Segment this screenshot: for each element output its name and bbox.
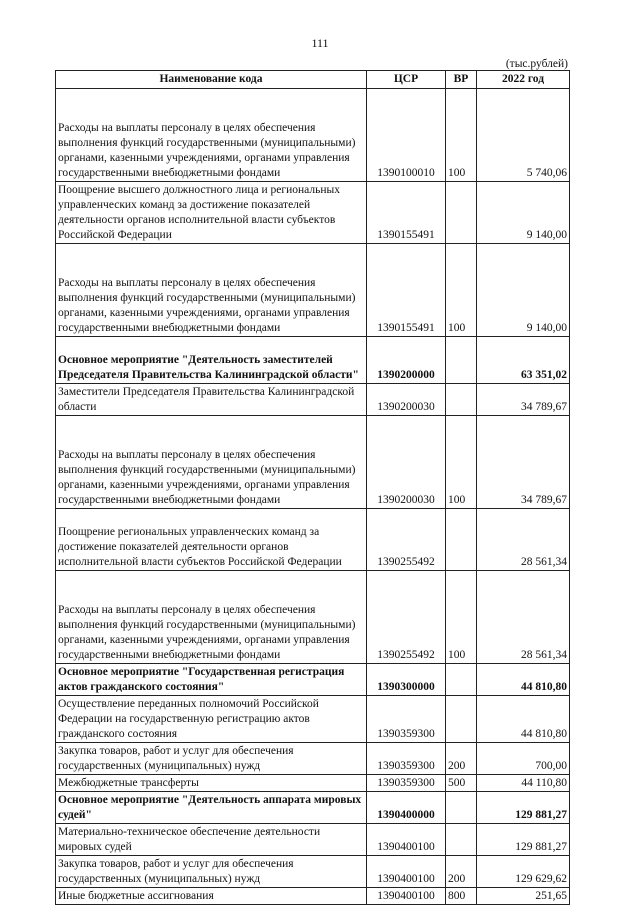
page-number: 111 <box>311 36 329 50</box>
row-vr: 800 <box>446 888 477 905</box>
table-row <box>56 856 570 888</box>
row-sum: 129 881,27 <box>477 792 570 824</box>
table-row <box>56 89 570 182</box>
row-csr: 1390200030 <box>367 384 446 416</box>
table-row <box>56 888 570 905</box>
table-row <box>56 571 570 664</box>
row-vr: 200 <box>446 856 477 888</box>
row-csr: 1390155491 <box>367 244 446 337</box>
row-vr <box>446 182 477 244</box>
row-csr: 1390359300 <box>367 775 446 792</box>
row-name: Иные бюджетные ассигнования <box>56 888 367 905</box>
row-csr: 1390400100 <box>367 824 446 856</box>
row-sum: 34 789,67 <box>477 384 570 416</box>
row-csr: 1390400100 <box>367 888 446 905</box>
row-vr <box>446 664 477 696</box>
row-sum: 63 351,02 <box>477 337 570 384</box>
row-name: Осуществление переданных полномочий Российской Федерации на государственную регистрацию актов гражданского состояния <box>56 696 367 743</box>
row-csr: 1390100010 <box>367 89 446 182</box>
row-csr: 1390200030 <box>367 416 446 509</box>
row-csr: 1390155491 <box>367 182 446 244</box>
row-name: Межбюджетные трансферты <box>56 775 367 792</box>
row-name: Материально-техническое обеспечение деятельности мировых судей <box>56 824 367 856</box>
header-vr: ВР <box>446 71 477 89</box>
row-sum: 129 881,27 <box>477 824 570 856</box>
row-vr: 200 <box>446 743 477 775</box>
row-sum: 44 110,80 <box>477 775 570 792</box>
header-csr: ЦСР <box>367 71 446 89</box>
row-name: Закупка товаров, работ и услуг для обеспечения государственных (муниципальных) нужд <box>56 856 367 888</box>
header-name: Наименование кода <box>56 71 367 89</box>
table-row <box>56 824 570 856</box>
row-sum: 251,65 <box>477 888 570 905</box>
table-row <box>56 384 570 416</box>
row-vr <box>446 696 477 743</box>
row-name: Поощрение региональных управленческих команд за достижение показателей деятельности органов исполнительной власти субъектов Российской Федерации <box>56 509 367 571</box>
row-csr: 1390255492 <box>367 571 446 664</box>
row-sum: 5 740,06 <box>477 89 570 182</box>
row-csr: 1390400100 <box>367 856 446 888</box>
row-name: Основное мероприятие "Деятельность заместителей Председателя Правительства Калининградской области" <box>56 337 367 384</box>
header-year: 2022 год <box>477 71 570 89</box>
table-row <box>56 337 570 384</box>
budget-table <box>55 70 570 905</box>
row-name: Заместители Председателя Правительства Калининградской области <box>56 384 367 416</box>
row-csr: 1390359300 <box>367 696 446 743</box>
table-row <box>56 182 570 244</box>
row-csr: 1390200000 <box>367 337 446 384</box>
table-row <box>56 775 570 792</box>
row-name: Поощрение высшего должностного лица и региональных управленческих команд за достижение показателей деятельности органов исполнительной власти субъектов Российской Федерации <box>56 182 367 244</box>
row-name: Закупка товаров, работ и услуг для обеспечения государственных (муниципальных) нужд <box>56 743 367 775</box>
row-name: Расходы на выплаты персоналу в целях обеспечения выполнения функций государственными (муниципальными) органами, казенными учреждениями, органами управления государственными внебюджетными фондами <box>56 89 367 182</box>
row-vr: 100 <box>446 89 477 182</box>
table-row <box>56 792 570 824</box>
row-sum: 28 561,34 <box>477 509 570 571</box>
table-row <box>56 509 570 571</box>
units-note: (тыс.рублей) <box>505 58 568 70</box>
row-vr: 500 <box>446 775 477 792</box>
table-body <box>56 89 570 905</box>
row-sum: 28 561,34 <box>477 571 570 664</box>
row-sum: 700,00 <box>477 743 570 775</box>
row-sum: 9 140,00 <box>477 182 570 244</box>
row-csr: 1390300000 <box>367 664 446 696</box>
row-name: Расходы на выплаты персоналу в целях обеспечения выполнения функций государственными (муниципальными) органами, казенными учреждениями, органами управления государственными внебюджетными фондами <box>56 416 367 509</box>
row-csr: 1390255492 <box>367 509 446 571</box>
row-vr <box>446 337 477 384</box>
row-csr: 1390359300 <box>367 743 446 775</box>
row-sum: 44 810,80 <box>477 696 570 743</box>
table-row <box>56 743 570 775</box>
row-vr: 100 <box>446 244 477 337</box>
row-vr <box>446 384 477 416</box>
table-row <box>56 664 570 696</box>
row-sum: 129 629,62 <box>477 856 570 888</box>
row-sum: 9 140,00 <box>477 244 570 337</box>
row-vr <box>446 824 477 856</box>
row-vr <box>446 792 477 824</box>
row-vr <box>446 509 477 571</box>
table-row <box>56 244 570 337</box>
table-row <box>56 416 570 509</box>
row-name: Расходы на выплаты персоналу в целях обеспечения выполнения функций государственными (муниципальными) органами, казенными учреждениями, органами управления государственными внебюджетными фондами <box>56 571 367 664</box>
row-vr: 100 <box>446 416 477 509</box>
table-row <box>56 696 570 743</box>
row-vr: 100 <box>446 571 477 664</box>
row-csr: 1390400000 <box>367 792 446 824</box>
row-sum: 34 789,67 <box>477 416 570 509</box>
row-name: Основное мероприятие "Государственная регистрация актов гражданского состояния" <box>56 664 367 696</box>
table-header-row <box>56 71 570 89</box>
row-name: Основное мероприятие "Деятельность аппарата мировых судей" <box>56 792 367 824</box>
row-sum: 44 810,80 <box>477 664 570 696</box>
row-name: Расходы на выплаты персоналу в целях обеспечения выполнения функций государственными (муниципальными) органами, казенными учреждениями, органами управления государственными внебюджетными фондами <box>56 244 367 337</box>
